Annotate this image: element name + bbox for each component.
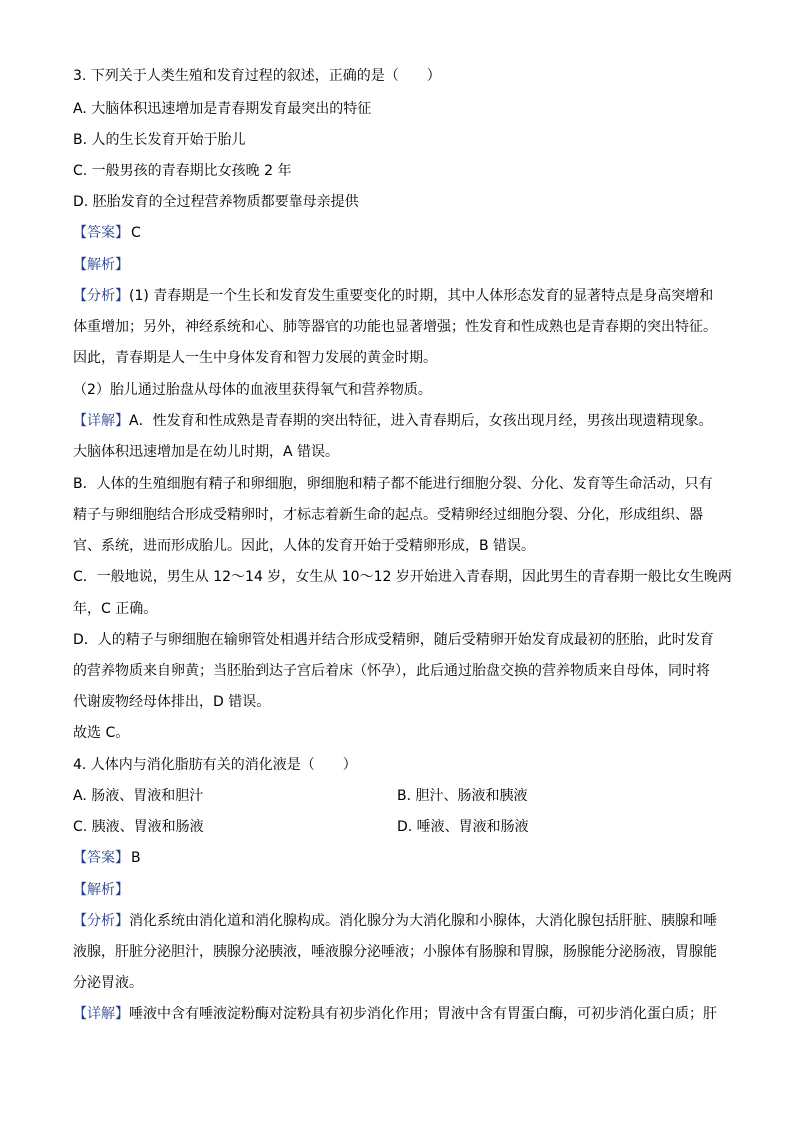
q3-answer-row [73, 224, 723, 242]
fenxi-text: (1) 青春期是一个生长和发育发生重要变化的时期，其中人体形态发育的显著特点是身高突增和 [129, 288, 714, 304]
q3-fenxi-line-3: 因此，青春期是人一生中身体发育和智力发展的黄金时期。 [73, 350, 437, 366]
xiangjie-tag: 【详解】 [73, 1006, 129, 1022]
answer-value: C [131, 225, 141, 241]
q4-fenxi-line-3: 分泌胃液。 [73, 975, 143, 991]
fenxi-tag: 【分析】 [73, 913, 129, 929]
q4-stem: 4. 人体内与消化脂肪有关的消化液是（ ） [73, 757, 357, 773]
q3-conclusion: 故选 C。 [73, 725, 130, 741]
q3-fenxi-line-4: （2）胎儿通过胎盘从母体的血液里获得氧气和营养物质。 [73, 382, 432, 398]
q3-xiangjie-line-1 [73, 412, 723, 430]
q3-xiangjie-line-5: 官、系统，进而形成胎儿。因此，人体的发育开始于受精卵形成，B 错误。 [73, 538, 536, 554]
q4-answer-row [73, 849, 723, 867]
q3-option-d: D. 胚胎发育的全过程营养物质都要靠母亲提供 [73, 194, 359, 210]
q3-xiangjie-line-9: 的营养物质来自卵黄；当胚胎到达子宫后着床（怀孕），此后通过胎盘交换的营养物质来自母体，同时将 [73, 663, 710, 679]
xiangjie-text: 唾液中含有唾液淀粉酶对淀粉具有初步消化作用；胃液中含有胃蛋白酶，可初步消化蛋白质；肝 [129, 1006, 717, 1022]
jiexi-tag: 【解析】 [73, 257, 129, 273]
q4-option-a: A. 肠液、胃液和胆汁 [73, 788, 204, 804]
q3-xiangjie-line-6: C．一般地说，男生从 12～14 岁，女生从 10～12 岁开始进入青春期，因此男生的青春期一般比女生晚两 [73, 569, 732, 585]
q4-option-d: D. 唾液、胃液和肠液 [397, 819, 529, 835]
q3-option-c: C. 一般男孩的青春期比女孩晚 2 年 [73, 163, 292, 179]
xiangjie-text: A．性发育和性成熟是青春期的突出特征，进入青春期后，女孩出现月经，男孩出现遗精现象。 [129, 413, 713, 429]
fenxi-text: 消化系统由消化道和消化腺构成。消化腺分为大消化腺和小腺体，大消化腺包括肝脏、胰腺和唾 [129, 913, 717, 929]
q3-stem: 3. 下列关于人类生殖和发育过程的叙述，正确的是（ ） [73, 68, 441, 84]
q3-xiangjie-line-2: 大脑体积迅速增加是在幼儿时期，A 错误。 [73, 444, 340, 460]
fenxi-tag: 【分析】 [73, 288, 129, 304]
q3-option-a: A. 大脑体积迅速增加是青春期发育最突出的特征 [73, 101, 372, 117]
jiexi-tag: 【解析】 [73, 882, 129, 898]
q4-fenxi-line-1 [73, 912, 723, 930]
answer-value: B [131, 850, 141, 866]
q4-option-b: B. 胆汁、肠液和胰液 [397, 788, 528, 804]
q3-xiangjie-line-4: 精子与卵细胞结合形成受精卵时，才标志着新生命的起点。受精卵经过细胞分裂、分化，形成组织、器 [73, 507, 703, 523]
answer-tag: 【答案】 [73, 225, 129, 241]
q3-xiangjie-line-10: 代谢废物经母体排出，D 错误。 [73, 694, 271, 710]
q3-xiangjie-line-8: D．人的精子与卵细胞在输卵管处相遇并结合形成受精卵，随后受精卵开始发育成最初的胚胎，此时发育 [73, 632, 714, 648]
q4-xiangjie-line-1 [73, 1005, 723, 1023]
q4-option-c: C. 胰液、胃液和肠液 [73, 819, 204, 835]
q3-xiangjie-line-7: 年，C 正确。 [73, 601, 158, 617]
q3-option-b: B. 人的生长发育开始于胎儿 [73, 132, 246, 148]
answer-tag: 【答案】 [73, 850, 129, 866]
q3-fenxi-line-2: 体重增加；另外，神经系统和心、肺等器官的功能也显著增强；性发育和性成熟也是青春期的突出特征。 [73, 319, 717, 335]
q3-fenxi-line-1 [73, 287, 723, 305]
xiangjie-tag: 【详解】 [73, 413, 129, 429]
q4-fenxi-line-2: 液腺，肝脏分泌胆汁，胰腺分泌胰液，唾液腺分泌唾液；小腺体有肠腺和胃腺，肠腺能分泌肠液，胃腺能 [73, 944, 717, 960]
q3-xiangjie-line-3: B．人体的生殖细胞有精子和卵细胞，卵细胞和精子都不能进行细胞分裂、分化、发育等生命活动，只有 [73, 476, 713, 492]
